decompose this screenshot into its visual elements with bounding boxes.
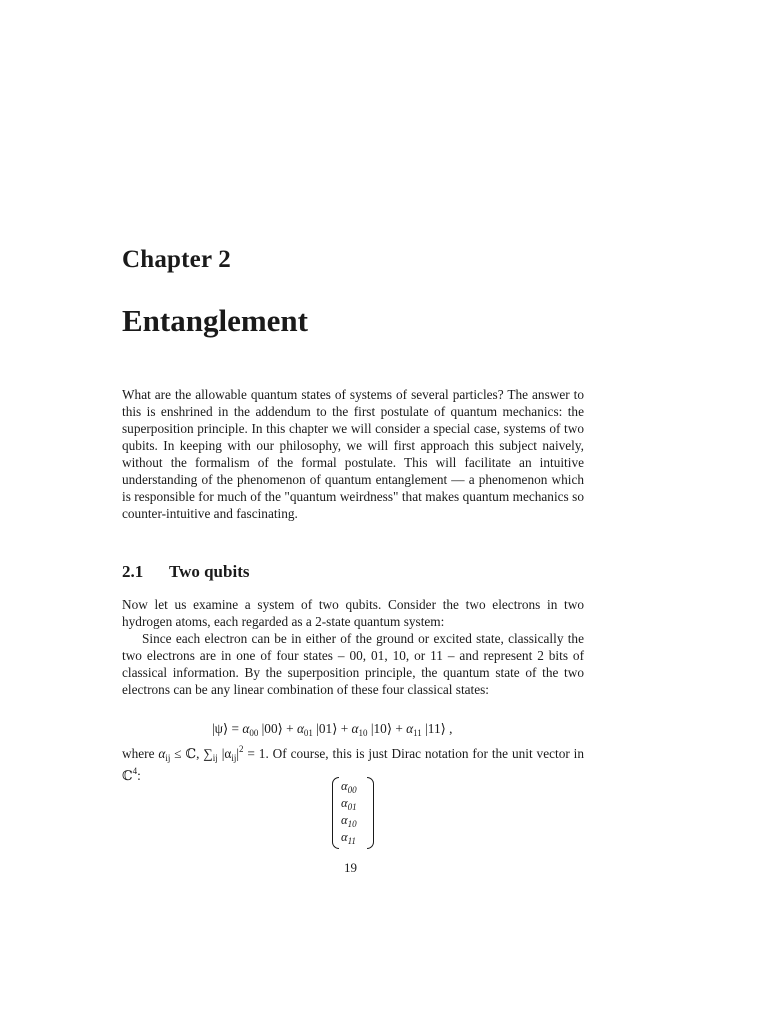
equation-ket-01: |01⟩ + (312, 721, 352, 736)
section-title: Two qubits (169, 562, 250, 581)
section-number: 2.1 (122, 562, 144, 581)
vector-entry-01 (341, 795, 367, 812)
where-prefix: where (122, 746, 159, 761)
equation-coef-00: α (242, 721, 250, 736)
vector-entry-symbol: α (341, 813, 348, 827)
equation-sub-11: 11 (413, 728, 422, 738)
equation-ket-11: |11⟩ , (421, 721, 453, 736)
where-alpha-sub: ij (165, 753, 171, 763)
vector-entry-sub: 00 (347, 785, 357, 795)
where-alpha: α (158, 746, 166, 761)
equation-lhs: |ψ⟩ = (212, 721, 243, 736)
where-abs-open: |α (217, 746, 232, 761)
where-in-c: ≤ ℂ, ∑ (170, 746, 213, 761)
left-paren (332, 777, 339, 849)
superposition-equation (212, 721, 452, 738)
vector-entry-symbol: α (341, 796, 348, 810)
vector-entry-00 (341, 778, 367, 795)
equation-sub-10: 10 (358, 728, 368, 738)
section-paragraph-1: Now let us examine a system of two qubits. Consider the two electrons in two hydrogen atoms, each regarded as a 2-state quantum system: (122, 597, 584, 629)
equation-ket-10: |10⟩ + (367, 721, 407, 736)
where-abs-sup: 2 (239, 744, 244, 754)
section-paragraph-2: Since each electron can be in either of the ground or excited state, classically the two electrons are in one of four states – 00, 01, 10, or 11 – and represent 2 bits of classical information. By the superposition principle, the quantum state of the two electrons can be any linear combination of these four classical states: (122, 631, 584, 697)
where-abs-sub: ij (231, 753, 237, 763)
where-abs-close: | (236, 746, 240, 761)
column-vector (332, 777, 374, 849)
vector-entry-sub: 11 (347, 836, 356, 846)
vector-entries (341, 778, 367, 846)
equation-sub-01: 01 (303, 728, 313, 738)
where-c-sup: 4 (132, 766, 138, 776)
equation-coef-11: α (406, 721, 414, 736)
chapter-label: Chapter 2 (122, 246, 231, 273)
intro-paragraph: What are the allowable quantum states of systems of several particles? The answer to this is enshrined in the addendum to the first postulate of quantum mechanics: the superposition principle. In this chapter we will consider a special case, systems of two qubits. In keeping with our philosophy, we will first approach this subject naively, without the formalism of the formal postulate. This will facilitate an intuitive understanding of the phenomenon of quantum entanglement — a phenomenon which is responsible for much of the "quantum weirdness" that makes quantum mechanics so counter-intuitive and fascinating. (122, 387, 584, 521)
where-sum-sub: ij (212, 753, 218, 763)
vector-entry-symbol: α (341, 779, 348, 793)
right-paren (367, 777, 374, 849)
page-number: 19 (344, 860, 357, 875)
chapter-title: Entanglement (122, 303, 308, 338)
equation-coef-10: α (351, 721, 359, 736)
vector-entry-sub: 10 (347, 819, 357, 829)
where-rest-1: = 1. Of course, this is just Dirac notation for the unit vector in ℂ (122, 746, 585, 783)
equation-sub-00: 00 (249, 728, 259, 738)
section-heading (122, 562, 249, 582)
vector-entry-11 (341, 829, 367, 846)
vector-entry-symbol: α (341, 830, 348, 844)
equation-ket-00: |00⟩ + (258, 721, 297, 736)
vector-entry-sub: 01 (347, 802, 357, 812)
where-rest-2: : (137, 768, 141, 783)
equation-coef-01: α (296, 721, 304, 736)
vector-entry-10 (341, 812, 367, 829)
